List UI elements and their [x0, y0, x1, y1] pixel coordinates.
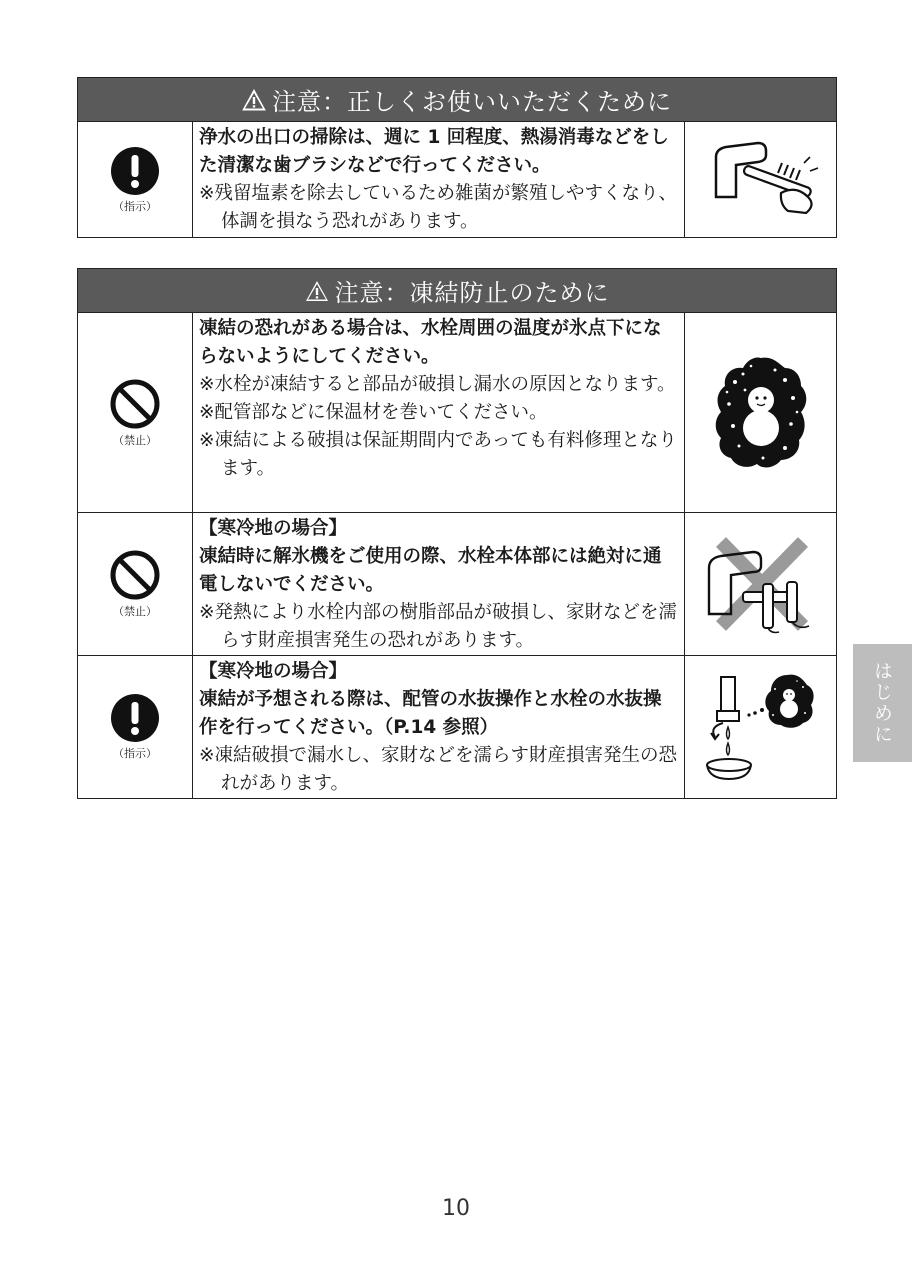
icon-cell: [78, 656, 193, 798]
icon-cell: [78, 513, 193, 655]
icon-label: （指示）: [113, 199, 157, 213]
illustration-cell: [685, 656, 836, 798]
prohibition-icon: [109, 378, 161, 430]
note: ※発熱により水栓内部の樹脂部品が破損し、家財などを濡らす財産損害発生の恐れがあります。: [199, 602, 678, 651]
note: ※水栓が凍結すると部品が破損し漏水の原因となります。: [199, 374, 676, 395]
icon-cell: [78, 313, 193, 512]
text-cell: [193, 656, 685, 798]
caution-section-usage: [77, 77, 837, 238]
faucet-toothbrush-illustration: [696, 135, 826, 225]
illustration-cell: [685, 513, 836, 655]
page-number: 10: [442, 1196, 470, 1221]
warning-triangle-icon: [305, 280, 329, 302]
main-instruction: 凍結が予想される際は、配管の水抜操作と水栓の水抜操作を行ってください。（P.14 参照）: [199, 689, 662, 738]
main-instruction: 浄水の出口の掃除は、週に 1 回程度、熱湯消毒などをした清潔な歯ブラシなどで行ってください。: [199, 127, 669, 176]
icon-label: （禁止）: [113, 433, 157, 447]
icon-label: （指示）: [113, 747, 157, 760]
section-header: [77, 77, 837, 122]
note: ※残留塩素を除去しているため雑菌が繁殖しやすくなり、体調を損なう恐れがあります。: [199, 183, 678, 232]
icon-cell: [78, 122, 193, 237]
illustration-cell: [685, 122, 836, 237]
note: ※凍結破損で漏水し、家財などを濡らす財産損害発生の恐れがあります。: [199, 745, 678, 794]
text-cell: [193, 122, 685, 237]
section-header: [77, 268, 837, 313]
table-row: [77, 513, 837, 656]
section-title: 注意：凍結防止のために: [334, 279, 610, 307]
snowman-snow-illustration: [713, 354, 809, 472]
table-row: [77, 313, 837, 513]
icon-label: （禁止）: [113, 605, 157, 618]
row-heading: 【寒冷地の場合】: [199, 518, 348, 539]
row-heading: 【寒冷地の場合】: [199, 661, 348, 682]
text-cell: [193, 513, 685, 655]
side-tab-introduction[interactable]: はじめに: [853, 644, 912, 762]
caution-section-freeze: [77, 268, 837, 799]
section-title: 注意：正しくお使いいただくために: [272, 88, 672, 116]
note: ※凍結による破損は保証期間内であっても有料修理となります。: [199, 430, 677, 479]
main-instruction: 凍結時に解氷機をご使用の際、水栓本体部には絶対に通電しないでください。: [199, 546, 662, 595]
faucet-thawing-prohibited-illustration: [699, 534, 823, 634]
drain-water-illustration: [699, 671, 823, 783]
illustration-cell: [685, 313, 836, 512]
main-instruction: 凍結の恐れがある場合は、水栓周囲の温度が氷点下にならないようにしてください。: [199, 318, 662, 367]
table-row: [77, 656, 837, 799]
table-row: [77, 122, 837, 238]
instruction-icon: [110, 693, 160, 743]
instruction-icon: [110, 146, 160, 196]
warning-triangle-icon: [242, 89, 266, 111]
prohibition-icon: [109, 549, 161, 601]
text-cell: [193, 313, 685, 512]
note: ※配管部などに保温材を巻いてください。: [199, 402, 548, 423]
